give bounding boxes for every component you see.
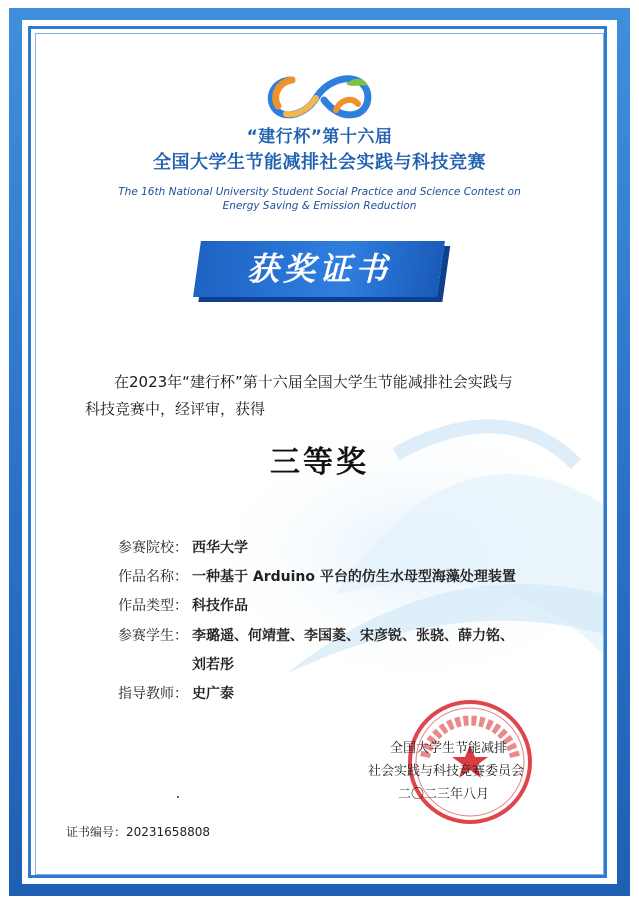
school-label: 参赛院校：: [118, 540, 188, 556]
school-row: [118, 537, 248, 557]
body-text-line2: 科技竞赛中，经评审，获得: [85, 400, 266, 418]
advisor-value: 史广泰: [192, 686, 234, 702]
students-value-line2: 刘若彤: [192, 657, 234, 673]
award-level: 三等奖: [270, 445, 369, 480]
contest-title-line1: “建行杯”第十六届: [246, 127, 393, 147]
speck-mark: [177, 796, 179, 798]
students-value-line1: 李璐遥、何靖萱、李国菱、宋彦锐、张骁、薛力铭、: [192, 628, 514, 644]
issue-date: 二〇二三年八月: [398, 787, 490, 802]
issuer-line1: 全国大学生节能减排: [390, 741, 508, 756]
body-text-line1: 在2023年“建行杯”第十六届全国大学生节能减排社会实践与: [114, 373, 513, 391]
contest-title-line2: 全国大学生节能减排社会实践与科技竞赛: [153, 152, 486, 173]
students-label: 参赛学生：: [118, 628, 188, 644]
contest-title-english-line2: Energy Saving & Emission Reduction: [222, 200, 417, 212]
advisor-row: [118, 683, 234, 703]
contest-title-english-line1: The 16th National University Student Social Practice and Science Contest on: [118, 186, 521, 198]
type-label: 作品类型：: [118, 598, 188, 614]
advisor-label: 指导教师：: [118, 686, 188, 702]
work-label: 作品名称：: [118, 569, 188, 585]
type-value: 科技作品: [192, 598, 248, 614]
work-value: 一种基于 Arduino 平台的仿生水母型海藻处理装置: [192, 569, 516, 585]
work-row: [118, 566, 516, 586]
contest-logo: [262, 70, 377, 122]
students-row: [118, 625, 514, 645]
type-row: [118, 595, 248, 615]
certificate-banner-label: 获奖证书: [246, 250, 391, 288]
certificate-number: 证书编号：20231658808: [66, 825, 210, 839]
issuer-line2: 社会实践与科技竞赛委员会: [368, 764, 525, 779]
school-value: 西华大学: [192, 540, 248, 556]
